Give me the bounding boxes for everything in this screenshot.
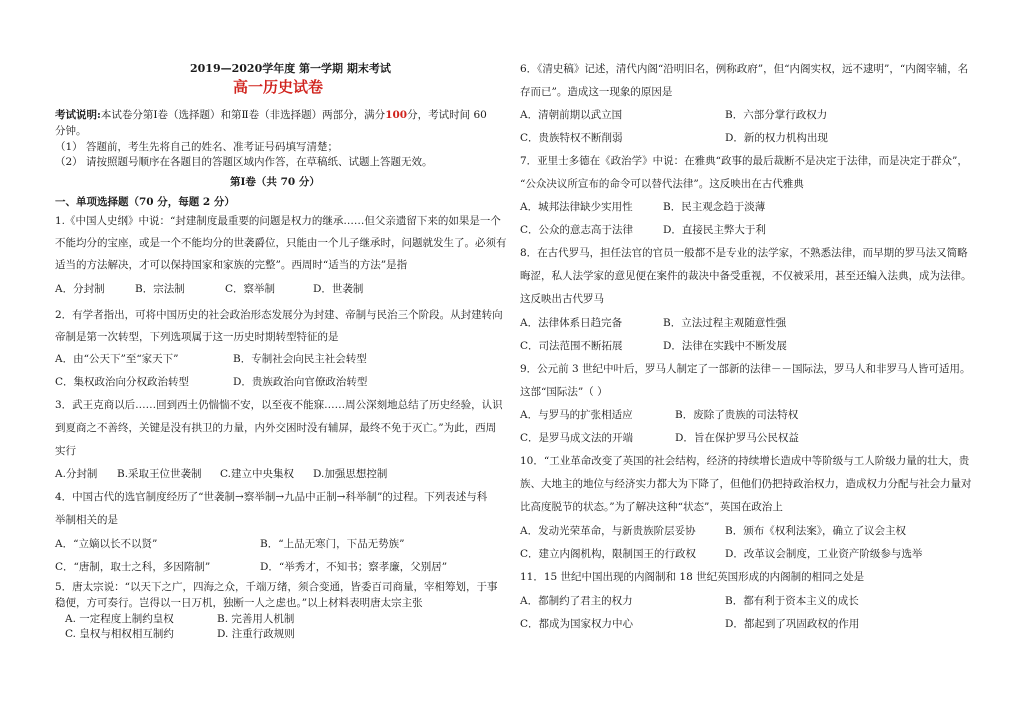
q2-option-d: D．贵族政治向官僚政治转型: [233, 376, 368, 388]
instruction-item-2: （2） 请按照题号顺序在各题目的答题区域内作答，在草稿纸、试题上答题无效。: [55, 156, 433, 168]
q9-option-b: B．废除了贵族的司法特权: [675, 409, 799, 421]
q9-option-a: A．与罗马的扩张相适应: [520, 409, 633, 421]
q9-option-c: C．是罗马成文法的开端: [520, 432, 634, 444]
q4-option-d: D．“举秀才，不知书；察孝廉，父别居”: [260, 561, 448, 573]
q5-option-b: B. 完善用人机制: [217, 613, 295, 625]
q1-line1: 1.《中国人史纲》中说：“封建制度最重要的问题是权力的继承……但父亲遗留下来的如果是一个: [55, 215, 501, 227]
q2-line1: 2．有学者指出，可将中国历史的社会政治形态发展分为封建、帝制与民治三个阶段。从封建转向: [55, 309, 503, 321]
q2-option-b: B．专制社会向民主社会转型: [233, 353, 367, 365]
q11-option-a: A．都制约了君主的权力: [520, 595, 633, 607]
q1-option-d: D．世袭制: [313, 283, 364, 295]
q1-line3: 适当的方法解决，才可以保持国家和家族的完整”。西周时“适当的方法”是指: [55, 259, 408, 271]
q10-option-b: B．颁布《权利法案》，确立了议会主权: [725, 525, 906, 537]
instructions-label: 考试说明:: [55, 109, 101, 121]
q8-line2: 晦涩，私人法学家的意见便在案件的裁决中备受重视，不仅被采用，甚至还编入法典，成为法律。: [520, 270, 972, 282]
q10-option-d: D．改革议会制度，工业资产阶级参与选举: [725, 548, 923, 560]
q3-line2: 到夏商之不善终，关键是没有拱卫的力量，内外交困时没有辅屏，最终不免于灭亡。”为此，西周: [55, 422, 497, 434]
q11-option-d: D．都起到了巩固政权的作用: [725, 618, 860, 630]
q8-option-b: B．立法过程主观随意性强: [663, 317, 787, 329]
q6-line2: 存而已”。造成这一现象的原因是: [520, 86, 673, 98]
q8-option-a: A．法律体系日趋完备: [520, 317, 623, 329]
subject-title: 高一历史试卷: [233, 78, 324, 96]
q10-line3: 比高度脱节的状态。”为了解决这种“状态”，英国在政治上: [520, 501, 783, 513]
q6-option-a: A．清朝前期以武立国: [520, 109, 623, 121]
instructions-line1: [55, 108, 487, 122]
q9-line1: 9．公元前 3 世纪中叶后，罗马人制定了一部新的法律－－国际法，罗马人和非罗马人皆可适用。: [520, 363, 971, 375]
q6-line1: 6．《清史稿》记述，清代内阁“沿明旧名，例称政府”，但“内阁实权，远不逮明”，“内阁宰辅，名: [520, 63, 969, 75]
instructions-text-b: 分，考试时间 60: [407, 109, 487, 121]
q4-option-b: B．“上品无寒门，下品无势族”: [260, 538, 405, 550]
q6-option-d: D．新的权力机构出现: [725, 132, 828, 144]
q3-option-a: A.分封制: [55, 468, 98, 480]
q3-line1: 3．武王克商以后……回到西土仍惴惴不安，以至夜不能寐……周公深刻地总结了历史经验，认识: [55, 399, 503, 411]
q4-line1: 4．中国古代的选官制度经历了“世袭制→察举制→九品中正制→科举制”的过程。下列表述与科: [55, 491, 488, 503]
q5-line2: 稳便，方可奏行。岂得以一日万机，独断一人之虑也。”以上材料表明唐太宗主张: [55, 597, 423, 609]
q10-option-a: A．发动光荣革命，与新贵族阶层妥协: [520, 525, 696, 537]
q1-option-a: A．分封制: [55, 283, 105, 295]
q7-line1: 7．亚里士多德在《政治学》中说：在雅典“政事的最后裁断不是决定于法律，而是决定于群众”，: [520, 155, 968, 167]
q4-option-a: A．“立嫡以长不以贤”: [55, 538, 158, 550]
q7-option-a: A．城邦法律缺少实用性: [520, 201, 633, 213]
q3-option-b: B.采取王位世袭制: [117, 468, 202, 480]
q10-option-c: C．建立内阁机构，限制国王的行政权: [520, 548, 697, 560]
q1-option-c: C．察举制: [225, 283, 276, 295]
q5-option-a: A. 一定程度上制约皇权: [65, 613, 174, 625]
q6-option-c: C．贵族特权不断削弱: [520, 132, 623, 144]
q7-option-c: C．公众的意志高于法律: [520, 224, 634, 236]
q1-option-b: B．宗法制: [135, 283, 185, 295]
instruction-item-1: （1） 答题前，考生先将自己的姓名、准考证号码填写清楚；: [55, 141, 339, 153]
q2-line2: 帝制是第一次转型，下列选项属于这一历史时期转型特征的是: [55, 331, 339, 343]
q3-option-c: C.建立中央集权: [220, 468, 294, 480]
full-score: 100: [385, 109, 408, 121]
q7-line2: “公众决议所宣布的命令可以替代法律”。这反映出在古代雅典: [520, 178, 804, 190]
q7-option-b: B．民主观念趋于淡薄: [663, 201, 766, 213]
q2-option-a: A．由“公天下”至“家天下”: [55, 353, 179, 365]
q7-option-d: D．直接民主弊大于利: [663, 224, 766, 236]
q9-line2: 这部“国际法”（ ）: [520, 386, 608, 398]
q6-option-b: B．六部分掌行政权力: [725, 109, 828, 121]
q5-option-d: D. 注重行政规则: [217, 628, 295, 640]
exam-title: 2019—2020学年度 第一学期 期末考试: [190, 62, 391, 75]
q10-line1: 10．“工业革命改变了英国的社会结构，经济的持续增长造成中等阶级与工人阶级力量的壮大，贵: [520, 455, 970, 467]
q11-option-b: B．都有利于资本主义的成长: [725, 595, 859, 607]
instructions-text-a: 本试卷分第Ⅰ卷（选择题）和第Ⅱ卷（非选择题）两部分，满分: [100, 109, 386, 121]
q4-line2: 举制相关的是: [55, 514, 118, 526]
q3-line3: 实行: [55, 445, 76, 457]
q10-line2: 族、大地主的地位与经济实力都大为下降了，但他们仍把持政治权力，造成权力分配与社会力量对: [520, 478, 972, 490]
q5-line1: 5．唐太宗说：“以天下之广，四海之众，千端万绪，须合变通，皆委百司商量，宰相筹划，于事: [55, 581, 498, 593]
q2-option-c: C．集权政治向分权政治转型: [55, 376, 190, 388]
q11-option-c: C．都成为国家权力中心: [520, 618, 634, 630]
q11-line1: 11．15 世纪中国出现的内阁制和 18 世纪英国形成的内阁制的相同之处是: [520, 571, 865, 583]
instructions-line2: 分钟。: [55, 125, 87, 137]
q1-line2: 不能均分的宝座，或是一个不能均分的世袭爵位，只能由一个儿子继承时，问题就发生了。必须有: [55, 237, 507, 249]
q9-option-d: D．旨在保护罗马公民权益: [675, 432, 799, 444]
q8-line3: 这反映出古代罗马: [520, 293, 604, 305]
part1-heading: 第Ⅰ卷（共 70 分）: [230, 176, 320, 188]
q5-option-c: C. 皇权与相权相互制约: [65, 628, 174, 640]
q8-option-c: C．司法范围不断拓展: [520, 340, 623, 352]
q8-line1: 8．在古代罗马，担任法官的官员一般都不是专业的法学家，不熟悉法律，而早期的罗马法又简略: [520, 247, 968, 259]
q8-option-d: D．法律在实践中不断发展: [663, 340, 787, 352]
q4-option-c: C．“唐制，取士之科，多因隋制”: [55, 561, 211, 573]
section1-heading: 一、单项选择题（70 分，每题 2 分）: [55, 196, 235, 208]
q3-option-d: D.加强思想控制: [313, 468, 388, 480]
